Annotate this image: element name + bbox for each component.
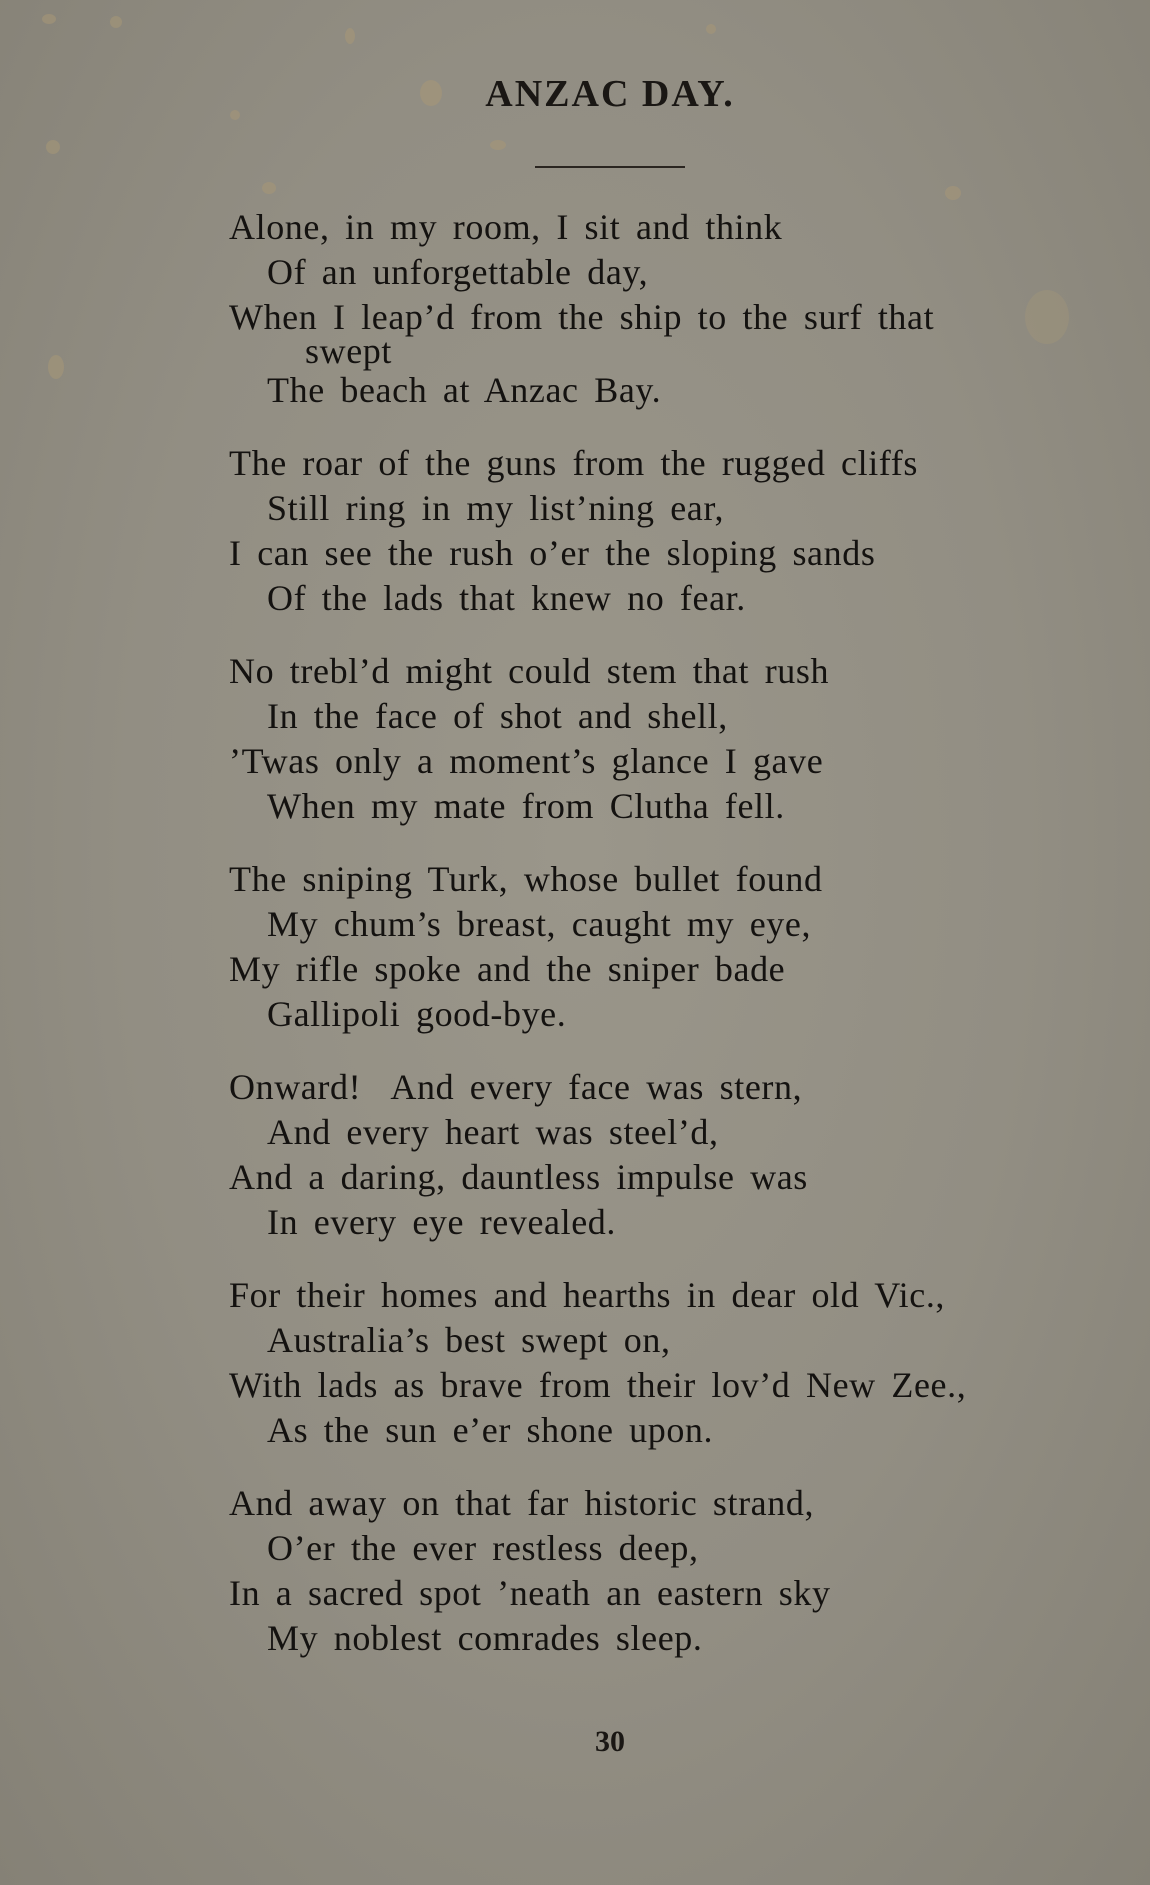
stanza — [229, 857, 1029, 1037]
stanza — [229, 1273, 1029, 1453]
poem-line: As the sun e’er shone upon. — [267, 1410, 714, 1450]
poem-line: ’Twas only a moment’s glance I gave — [229, 741, 824, 781]
poem-line: When I leap’d from the ship to the surf that — [229, 297, 935, 337]
poem-line: The roar of the guns from the rugged cliffs — [229, 443, 918, 483]
title-divider — [535, 166, 685, 168]
poem-line: In the face of shot and shell, — [267, 696, 728, 736]
poem-line-continuation: swept — [305, 331, 392, 371]
poem-body — [229, 205, 1029, 1689]
poem-line: The sniping Turk, whose bullet found — [229, 859, 823, 899]
poem-line: Alone, in my room, I sit and think — [229, 207, 783, 247]
poem-line: I can see the rush o’er the sloping sands — [229, 533, 876, 573]
foxing-spot — [42, 14, 56, 24]
stanza — [229, 1065, 1029, 1245]
foxing-spot — [48, 355, 64, 379]
stanza — [229, 1481, 1029, 1661]
foxing-spot — [706, 24, 716, 34]
poem-line: And away on that far historic strand, — [229, 1483, 815, 1523]
stanza — [229, 205, 1029, 413]
stanza — [229, 441, 1029, 621]
poem-line: And every heart was steel’d, — [267, 1112, 719, 1152]
foxing-spot — [110, 16, 122, 28]
foxing-spot — [46, 140, 60, 154]
poem-line: In a sacred spot ’neath an eastern sky — [229, 1573, 831, 1613]
poem-line: In every eye revealed. — [267, 1202, 616, 1242]
poem-line: Still ring in my list’ning ear, — [267, 488, 725, 528]
foxing-spot — [345, 28, 355, 44]
page-number: 30 — [595, 1725, 625, 1758]
poem-line: Of an unforgettable day, — [267, 252, 649, 292]
poem-line: And a daring, dauntless impulse was — [229, 1157, 808, 1197]
foxing-spot — [945, 186, 961, 200]
foxing-spot — [262, 182, 276, 194]
stanza — [229, 649, 1029, 829]
poem-line: For their homes and hearths in dear old Vic., — [229, 1275, 946, 1315]
poem-line: O’er the ever restless deep, — [267, 1528, 699, 1568]
poem-line: Gallipoli good-bye. — [267, 994, 567, 1034]
poem-line: No trebl’d might could stem that rush — [229, 651, 830, 691]
poem-line: The beach at Anzac Bay. — [267, 370, 662, 410]
poem-line: Of the lads that knew no fear. — [267, 578, 746, 618]
poem-line: My rifle spoke and the sniper bade — [229, 949, 786, 989]
poem-line: My chum’s breast, caught my eye, — [267, 904, 812, 944]
poem-line: Australia’s best swept on, — [267, 1320, 671, 1360]
poem-line: With lads as brave from their lov’d New Zee., — [229, 1365, 967, 1405]
poem-line: Onward! And every face was stern, — [229, 1067, 803, 1107]
foxing-spot — [1025, 290, 1069, 344]
poem-line: When my mate from Clutha fell. — [267, 786, 785, 826]
foxing-spot — [490, 140, 506, 150]
poem-title: ANZAC DAY. — [485, 73, 735, 115]
poem-line: My noblest comrades sleep. — [267, 1618, 703, 1658]
